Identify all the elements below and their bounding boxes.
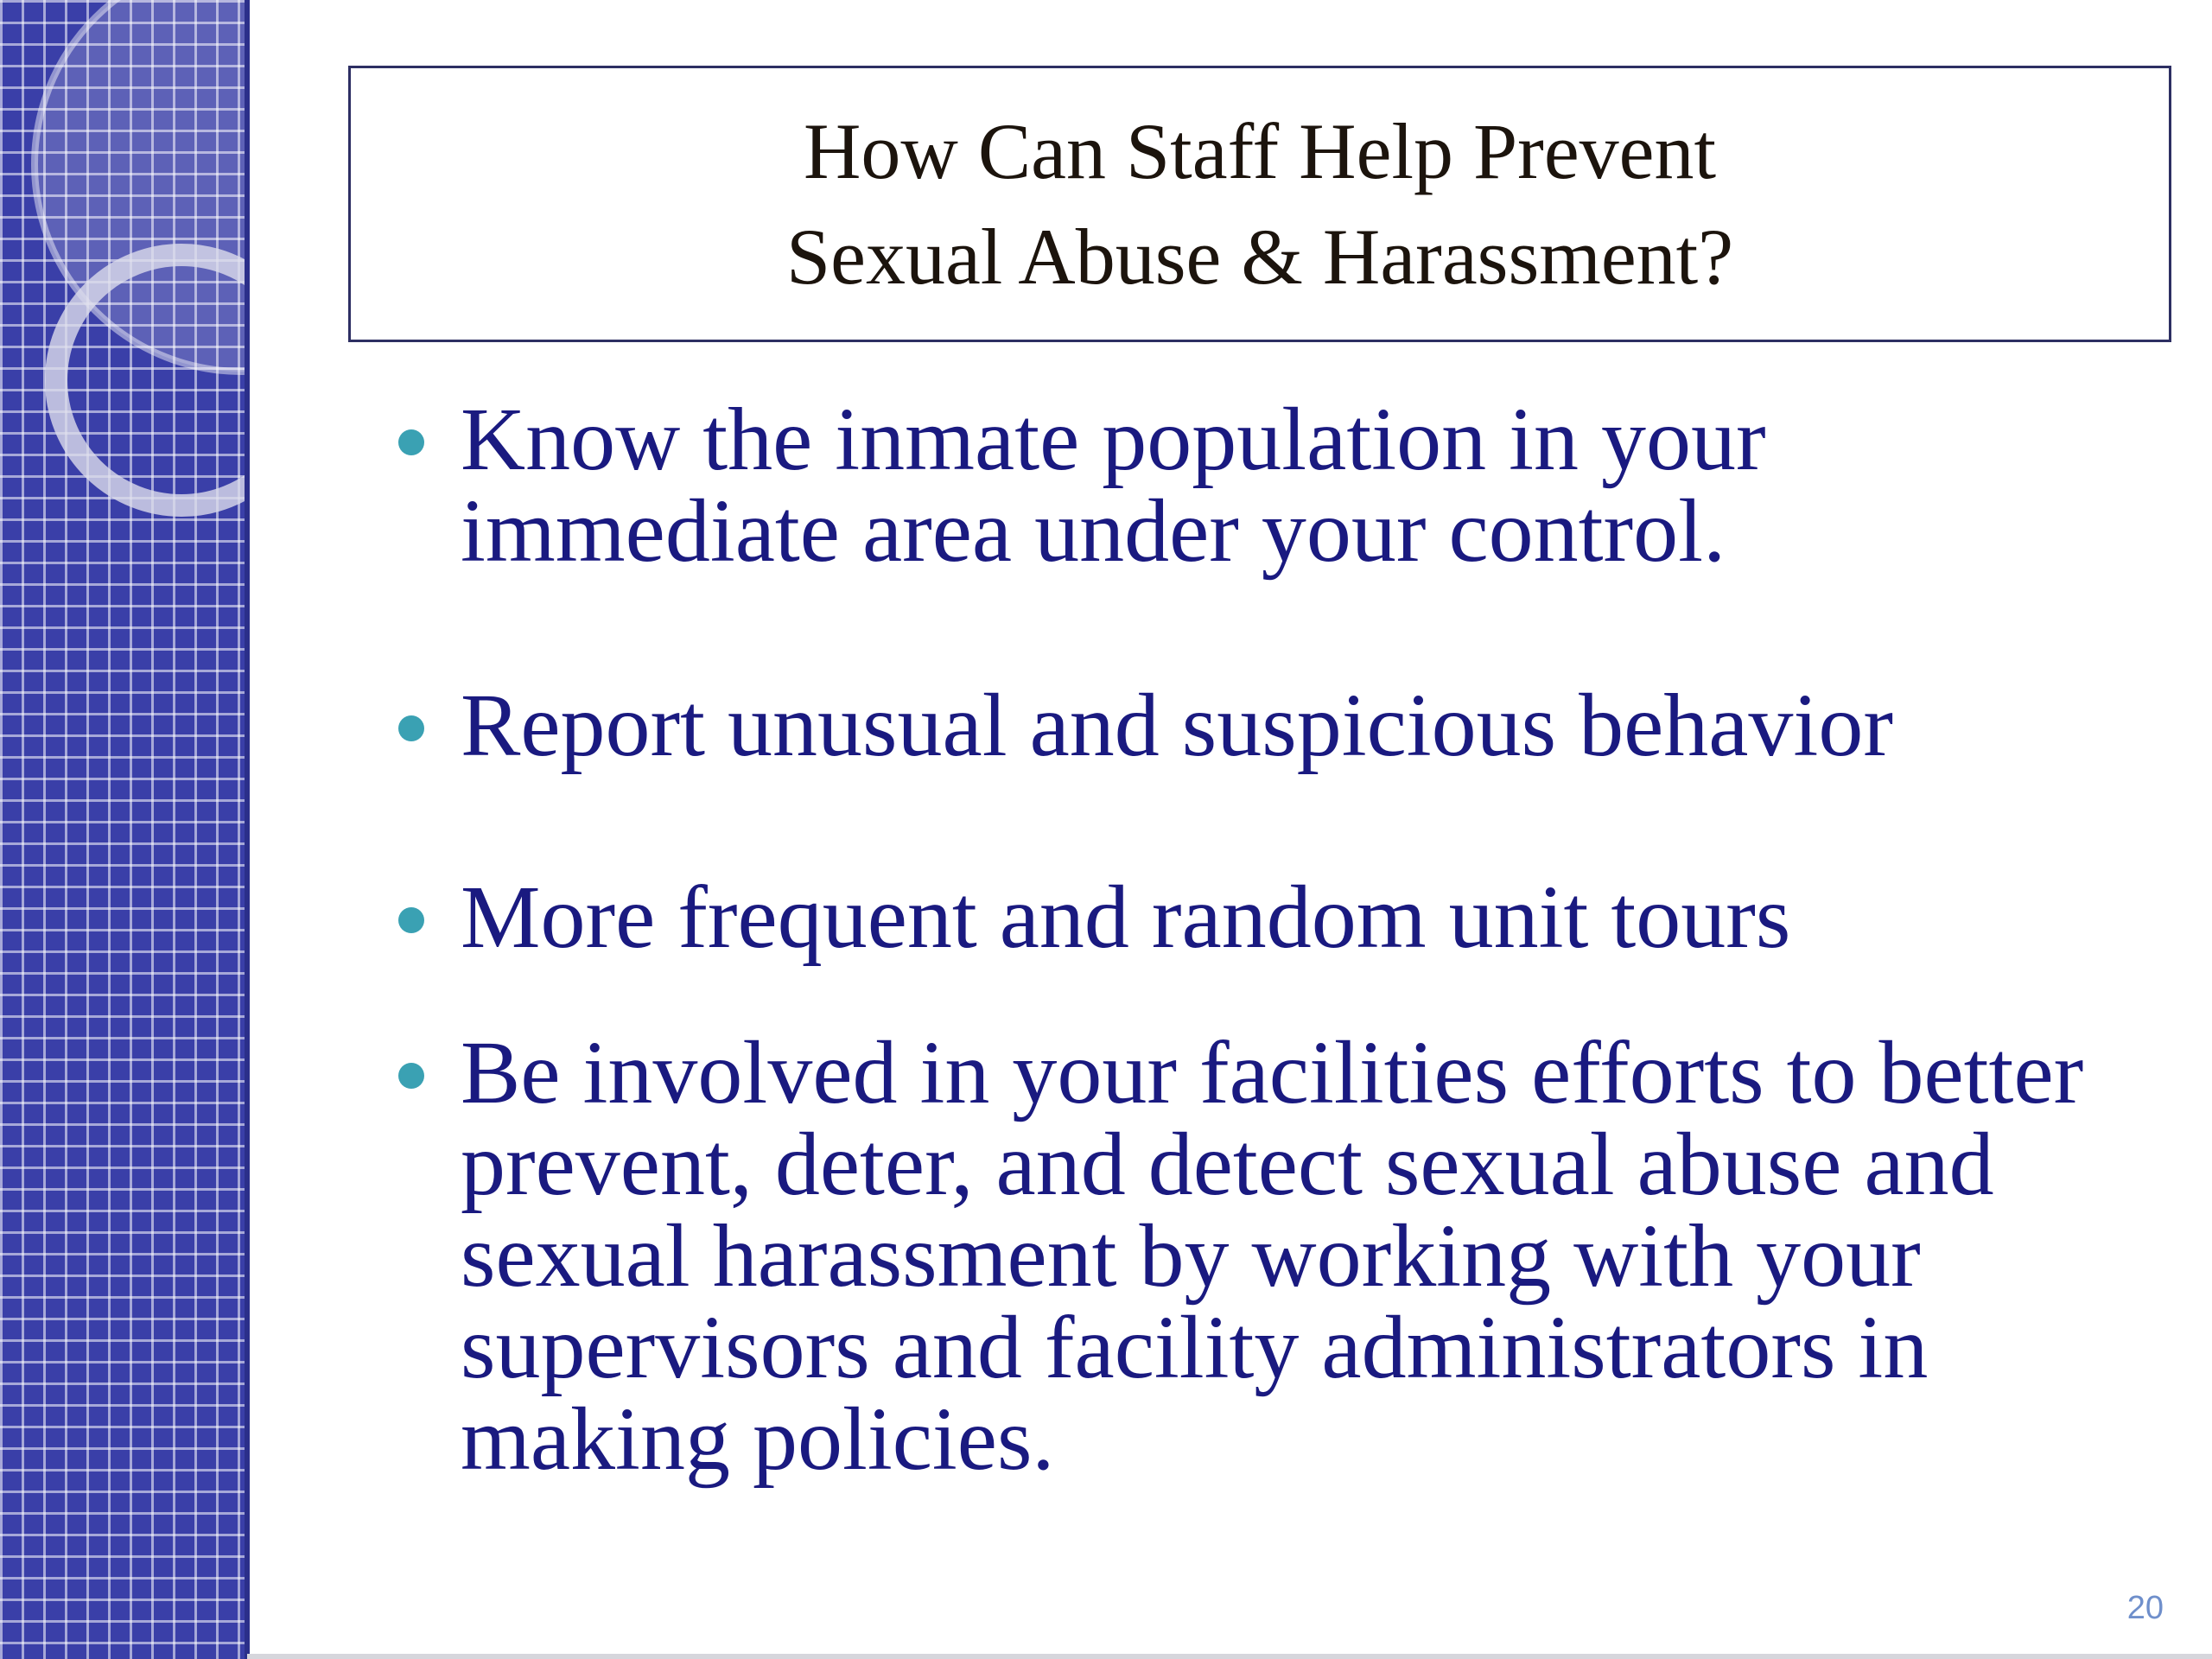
bullet-marker-icon: [398, 1063, 424, 1089]
bullet-text: Be involved in your facilities efforts to better prevent, deter, and detect sexual abuse and sexual harassment by working with your supervisors and facility administrators in making policies.: [461, 1023, 2084, 1489]
bullet-text: Know the inmate population in your immediate area under your control.: [461, 390, 1766, 581]
bullet-text: Report unusual and suspicious behavior: [461, 676, 1893, 775]
slide-title-line-1: How Can Staff Help Prevent: [803, 107, 1717, 195]
bullet-text: More frequent and random unit tours: [461, 868, 1791, 967]
bottom-divider: [247, 1654, 2212, 1659]
bullet-marker-icon: [398, 715, 424, 741]
bullet-marker-icon: [398, 907, 424, 933]
slide-title-line-2: Sexual Abuse & Harassment?: [785, 213, 1734, 301]
bullet-marker-icon: [398, 429, 424, 455]
page-number: 20: [2126, 1590, 2164, 1626]
